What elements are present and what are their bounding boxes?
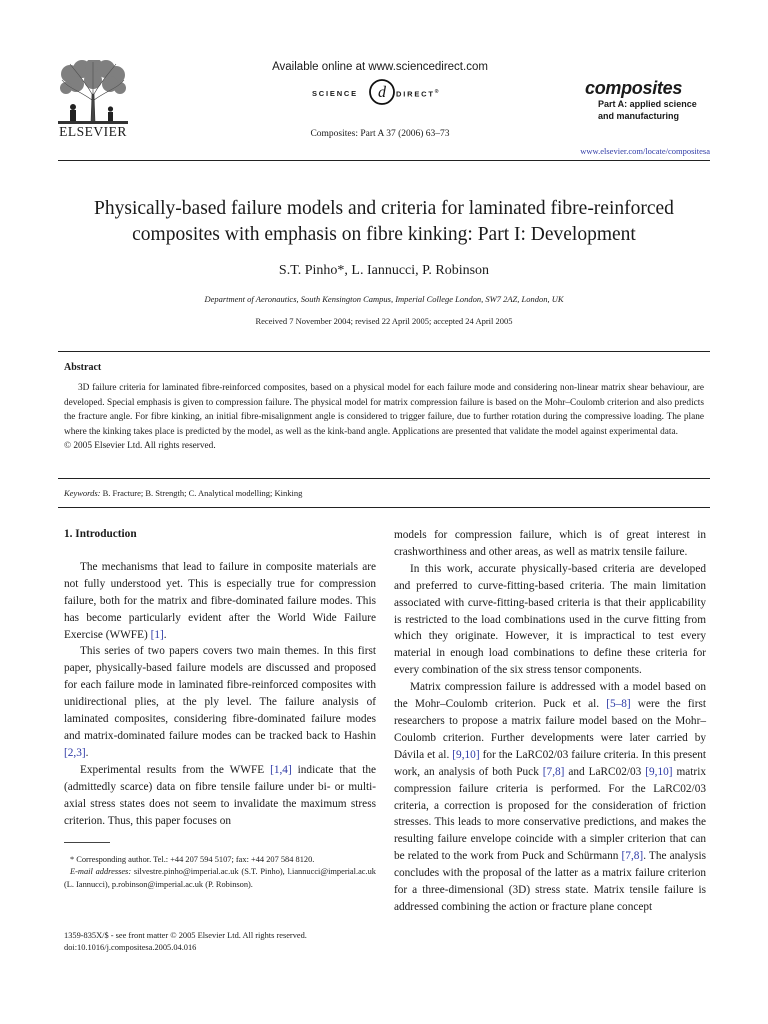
sciencedirect-science-text: SCIENCE (312, 89, 358, 98)
header-rule (58, 160, 710, 161)
footnote-rule (64, 842, 110, 843)
abstract-top-rule (58, 351, 710, 352)
journal-part-line1: Part A: applied science (598, 99, 697, 109)
keywords-bottom-rule (58, 507, 710, 508)
received-dates: Received 7 November 2004; revised 22 April 2005; accepted 24 April 2005 (255, 316, 513, 326)
abstract-body: 3D failure criteria for laminated fibre-reinforced composites, based on a physical model for each failure mode and considering non-linear matrix shear behaviour, are developed. Special emphasis is given to compression failure. The physical model for matrix compression failure is based on the Mohr–Coulomb criterion and also predicts the fracture angle. For fibre kinking, an initial fibre-misalignment angle is considered to trigger failure, due to further rotation during the compressive loading. The plane where the kinking takes place is predicted by the model, as well as the kink-band angle. Applications are presented that validate the model against experimental data. © 2005 Elsevier Ltd. All rights reserved. (64, 381, 704, 454)
reference-link[interactable]: [7,8] (542, 765, 565, 778)
sciencedirect-at-icon (368, 78, 396, 106)
reference-link[interactable]: [5–8] (606, 698, 631, 711)
reference-link[interactable]: [9,10] (645, 765, 673, 778)
section-heading: 1. Introduction (64, 528, 137, 540)
paragraph: models for compression failure, which is of great interest in crashworthiness and other areas, as well as matrix tensile failure. (394, 529, 706, 558)
reference-link[interactable]: [1,4] (270, 763, 292, 776)
abstract-copyright: © 2005 Elsevier Ltd. All rights reserved. (64, 441, 216, 452)
elsevier-tree-logo-icon (58, 60, 128, 124)
paragraph: Matrix compression failure is addressed with a model based on the Mohr–Coulomb criterion. Puck et al. [5–8] were the first researchers to propose a matrix failure model based on the Mohr–Coulomb criterion. Further developments were later carried by Dávila et al. [9,10] for the LaRC02/03 failure criteria. In this present work, an analysis of both Puck [7,8] and LaRC02/03 [9,10] matrix compression failure criteria is performed. For the LaRC02/03 criteria, a correction is proposed for the consideration of friction stresses. This leads to more conservative predictions, and makes the resulting failure envelope coincide with a simpler criterion that can be related to the work from Puck and Schürmann [7,8]. The analysis concludes with the proposal of the latter as a matrix failure criterion for a three-dimensional (3D) stress state. Matrix tensile failure is addressed combining the action or fracture plane concept (394, 681, 706, 913)
paragraph: In this work, accurate physically-based criteria are developed and preferred to curve-fitting-based criteria. The main limitation associated with curve-fitting-based criteria is that their applicability is restricted to the load combinations used in the curve fitting from which they originate. However, it is impractical to test every material in enough load combinations to define these criteria for every combination of the six stress tensor components. (394, 562, 706, 677)
footnote: * Corresponding author. Tel.: +44 207 594 5107; fax: +44 207 584 8120. E-mail addresses: silvestre.pinho@imperial.ac.uk (S.T. Pinho), l.iannucci@imperial.ac.uk (L. Iannucci), p.robinson@imperial.ac.uk (P. Robinson). (64, 855, 376, 889)
journal-part-line2: and manufacturing (598, 111, 680, 121)
issn-doi: 1359-835X/$ - see front matter © 2005 Elsevier Ltd. All rights reserved. doi:10.1016/j.compositesa.2005.04.016 (64, 931, 307, 953)
abstract-heading: Abstract (64, 362, 102, 373)
reference-link[interactable]: [7,8] (621, 850, 644, 863)
journal-url-link[interactable]: www.elsevier.com/locate/compositesa (580, 146, 710, 156)
reference-link[interactable]: [2,3] (64, 746, 86, 759)
svg-text:d: d (378, 84, 386, 101)
right-column (394, 527, 706, 916)
publisher-name: ELSEVIER (59, 124, 127, 139)
article-title: Physically-based failure models and criteria for laminated fibre-reinforced composites with emphasis on fibre kinking: Part I: Development (94, 198, 674, 245)
abstract-bottom-rule (58, 478, 710, 479)
sciencedirect-direct-text: DIRECT® (396, 89, 441, 99)
article-authors: S.T. Pinho*, L. Iannucci, P. Robinson (278, 263, 490, 278)
paragraph: The mechanisms that lead to failure in composite materials are not fully understood yet. This is especially true for compression failure, both for the matrix and fibre-dominated failure modes. This has become particularly evident after the World Wide Failure Exercise (WWFE) [1]. (64, 560, 376, 641)
reference-link[interactable]: [9,10] (452, 748, 480, 761)
available-online-text: Available online at www.sciencedirect.com (272, 61, 488, 73)
keywords-line: Keywords: B. Fracture; B. Strength; C. Analytical modelling; Kinking (64, 488, 303, 498)
journal-reference: Composites: Part A 37 (2006) 63–73 (310, 129, 450, 139)
paragraph: Experimental results from the WWFE [1,4] indicate that the (admittedly scarce) data on fibre tensile failure under bi- or multi-axial stress states does not seem to invalidate the maximum stress criterion. Thus, this paper focuses on (64, 763, 376, 827)
journal-logo-text: composites (585, 78, 683, 98)
left-column (64, 526, 376, 829)
reference-link[interactable]: [1] (150, 628, 164, 641)
author-affiliation: Department of Aeronautics, South Kensington Campus, Imperial College London, SW7 2AZ, London, UK (204, 294, 564, 304)
paragraph: This series of two papers covers two main themes. In this first paper, physically-based failure models are discussed and proposed for each failure mode in laminated fibre-reinforced composites with unidirectional plies, at the ply level. The failure analysis of laminated composites, considering fibre-dominated failure modes and matrix-dominated failure modes can be tracked back to Hashin [2,3]. (64, 645, 376, 759)
